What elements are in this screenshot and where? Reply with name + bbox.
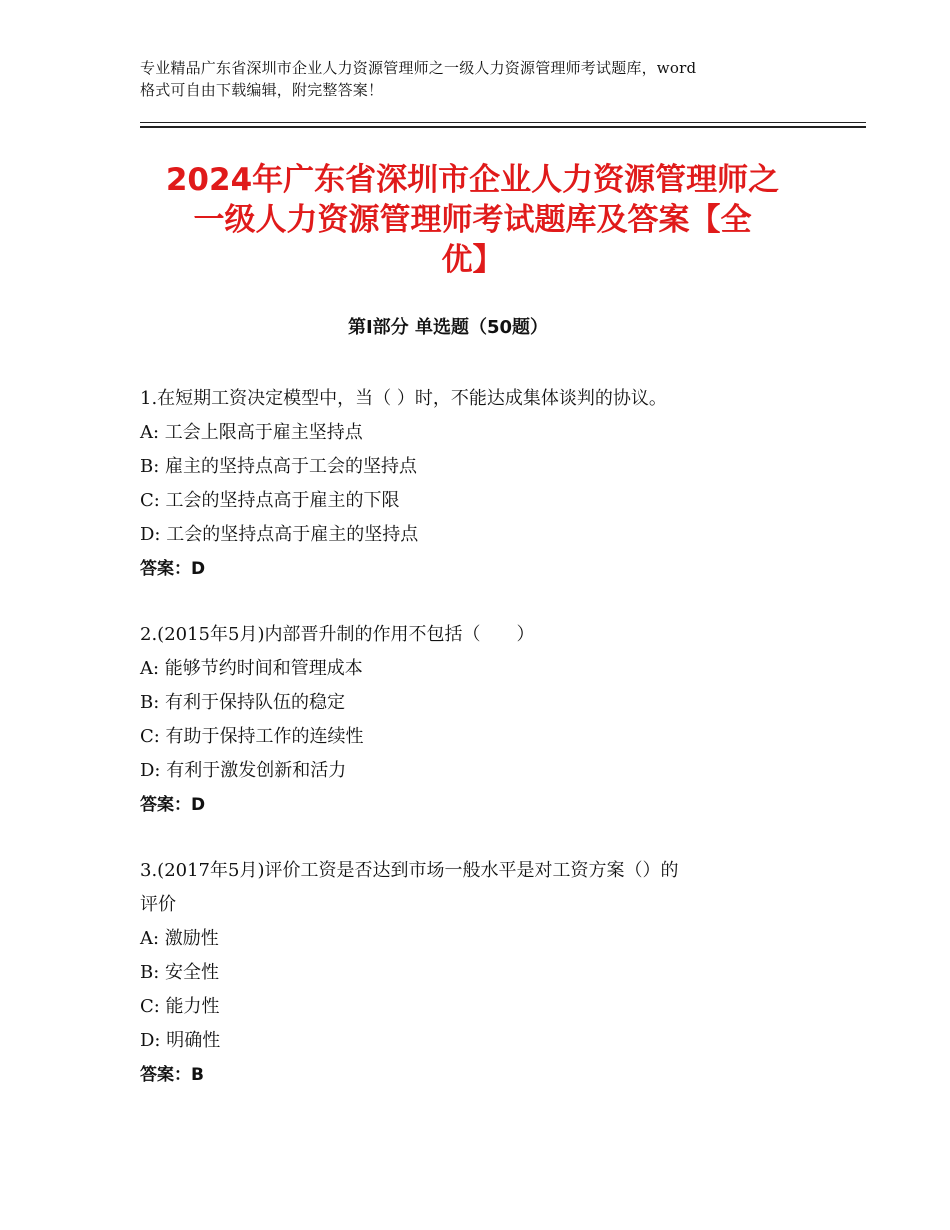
option-d: D: 工会的坚持点高于雇主的坚持点 [140, 524, 419, 545]
title-line: 2024年广东省深圳市企业人力资源管理师之 [165, 162, 780, 198]
document-title [140, 160, 805, 280]
question-2 [140, 618, 830, 822]
header-rule-thin [140, 122, 866, 123]
question-list [140, 382, 830, 1124]
option-b: B: 有利于保持队伍的稳定 [140, 692, 346, 713]
option-c: C: 工会的坚持点高于雇主的下限 [140, 490, 400, 511]
section-title: 第Ⅰ部分 单选题（50题） [347, 317, 548, 338]
answer-label: 答案：D [140, 559, 206, 579]
header-note [140, 57, 830, 101]
question-stem-continued: 评价 [140, 894, 176, 915]
question-stem: 2.(2015年5月)内部晋升制的作用不包括（ ） [140, 624, 535, 645]
option-d: D: 明确性 [140, 1030, 221, 1051]
option-a: A: 激励性 [140, 928, 219, 949]
question-1 [140, 382, 830, 586]
option-d: D: 有利于激发创新和活力 [140, 760, 347, 781]
option-c: C: 有助于保持工作的连续性 [140, 726, 364, 747]
option-b: B: 雇主的坚持点高于工会的坚持点 [140, 456, 418, 477]
answer-label: 答案：D [140, 795, 206, 815]
title-line: 一级人力资源管理师考试题库及答案【全 [193, 202, 752, 238]
question-stem: 1.在短期工资决定模型中，当（ ）时，不能达成集体谈判的协议。 [140, 388, 667, 409]
option-a: A: 能够节约时间和管理成本 [140, 658, 363, 679]
header-note-line: 格式可自由下载编辑，附完整答案！ [140, 81, 384, 99]
option-c: C: 能力性 [140, 996, 220, 1017]
header-note-line: 专业精品广东省深圳市企业人力资源管理师之一级人力资源管理师考试题库，word [140, 59, 697, 77]
option-b: B: 安全性 [140, 962, 220, 983]
answer-label: 答案：B [140, 1065, 204, 1085]
title-line: 优】 [441, 242, 504, 278]
header-rule-thick [140, 126, 866, 128]
question-3 [140, 854, 830, 1092]
question-stem: 3.(2017年5月)评价工资是否达到市场一般水平是对工资方案（）的 [140, 860, 679, 881]
option-a: A: 工会上限高于雇主坚持点 [140, 422, 363, 443]
